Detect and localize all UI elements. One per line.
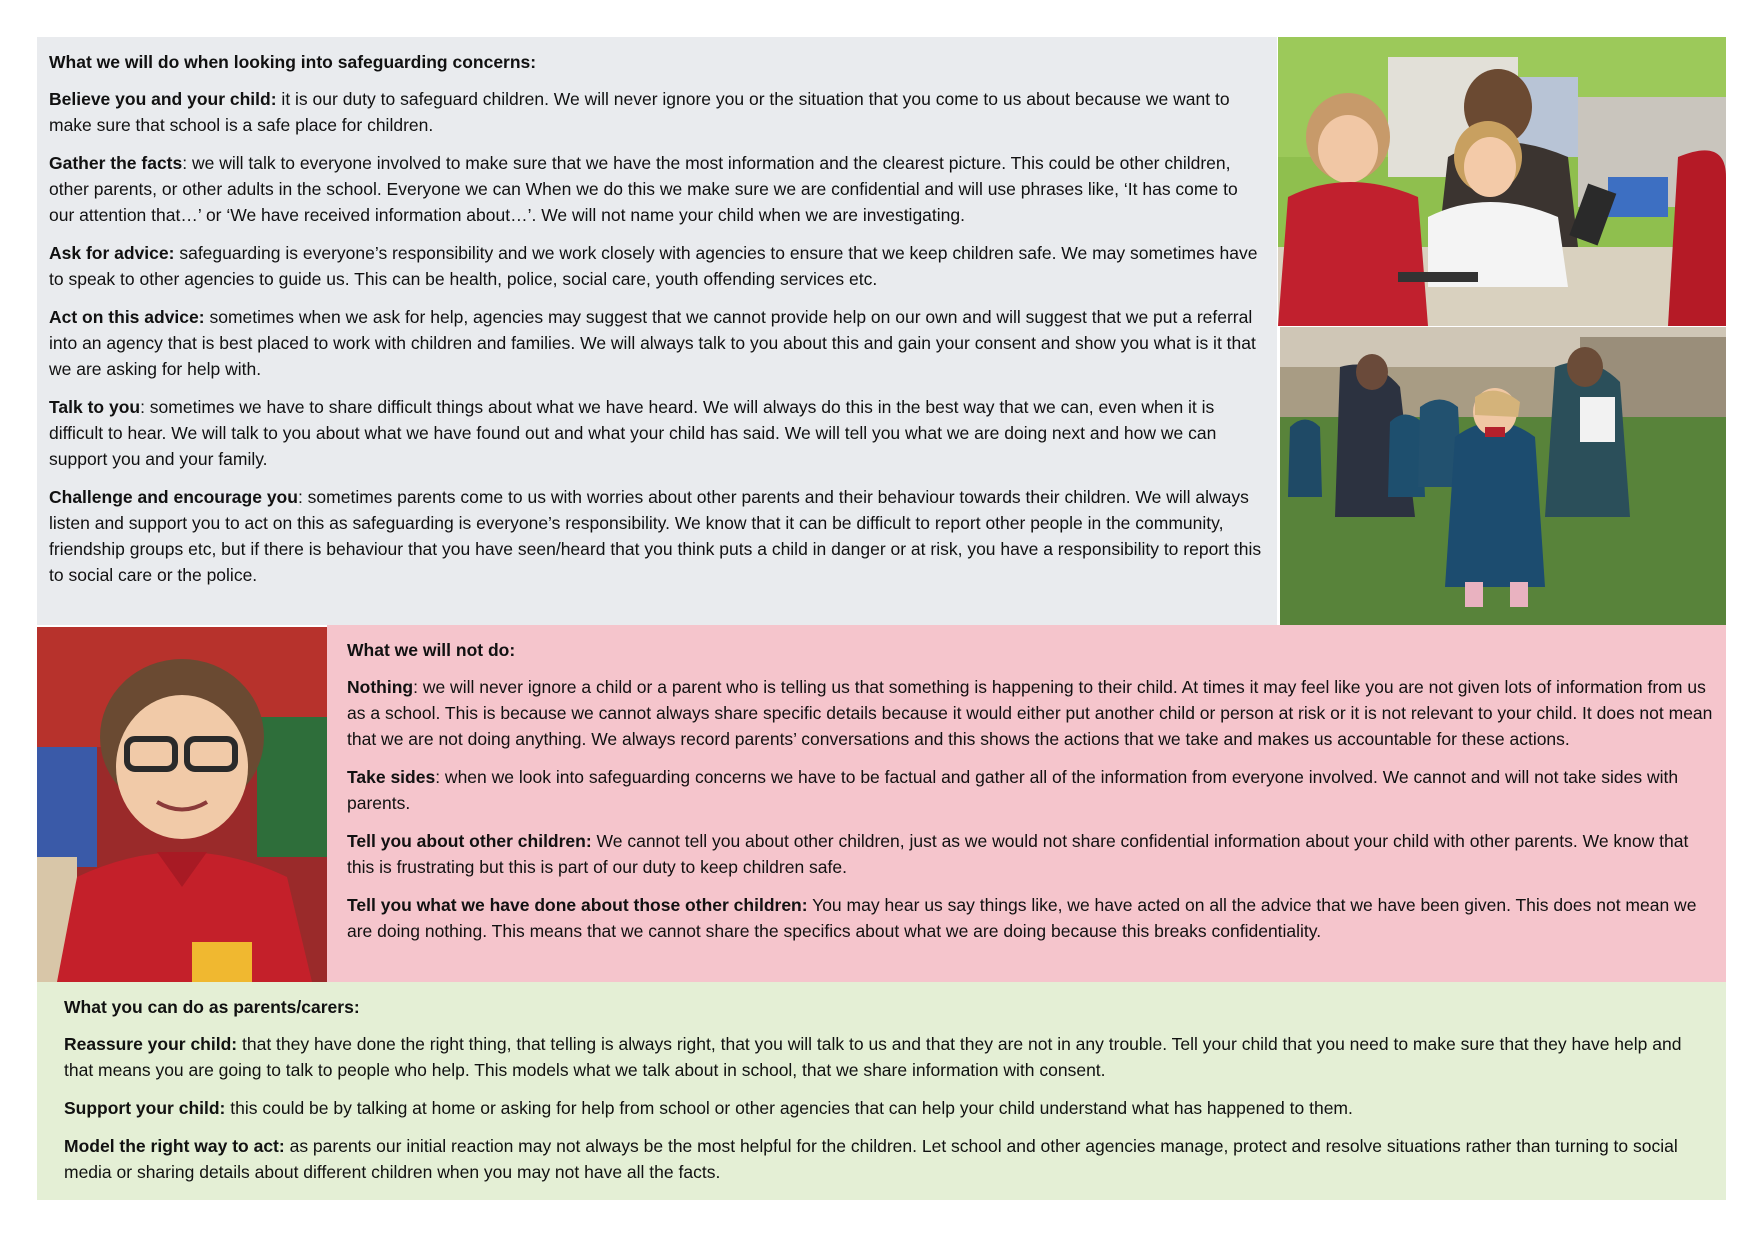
will-do-item <box>49 86 1265 138</box>
can-do-item-label: Support your child: <box>64 1098 226 1118</box>
can-do-item <box>64 1095 1710 1121</box>
will-do-heading: What we will do when looking into safeguarding concerns: <box>49 52 537 72</box>
will-do-item <box>49 304 1265 382</box>
classroom-photo <box>1278 37 1726 326</box>
will-do-item-label: Ask for advice: <box>49 243 175 263</box>
will-do-panel <box>37 37 1277 625</box>
will-not-do-item-text: We cannot tell you about other children, just as we would not share confidential information about your child with other parents. We know that this is frustrating but this is part of our duty to keep children safe. <box>347 831 1689 877</box>
will-not-do-panel <box>327 625 1726 982</box>
can-do-item-text: as parents our initial reaction may not always be the most helpful for the children. Let school and other agencies manage, protect and resolve situations rather than turning to social media or sharing details about different children when you may not have all the facts. <box>64 1136 1678 1182</box>
will-not-do-item-text: : we will never ignore a child or a parent who is telling us that something is happening to their child. At times it may feel like you are not given lots of information from us as a school. This is because we cannot always share specific details because it would either put another child or person at risk or it is not relevant to your child. It does not mean that we are not doing anything. We always record parents’ conversations and this shows the actions that we take and makes us accountable for these actions. <box>347 677 1713 749</box>
field-photo <box>1280 327 1726 625</box>
can-do-item <box>64 1133 1710 1185</box>
will-do-item-text: safeguarding is everyone’s responsibility and we work closely with agencies to ensure that we keep children safe. We may sometimes have to speak to other agencies to guide us. This can be health, police, social care, youth offending services etc. <box>49 243 1258 289</box>
will-do-item-label: Gather the facts <box>49 153 183 173</box>
will-do-item <box>49 484 1265 588</box>
will-do-item-label: Talk to you <box>49 397 141 417</box>
can-do-item <box>64 1031 1710 1083</box>
will-do-item <box>49 150 1265 228</box>
will-do-item-text: : sometimes parents come to us with worries about other parents and their behaviour towards their children. We will always listen and support you to act on this as safeguarding is everyone’s responsibility. We know that it can be difficult to report other people in the community, friendship groups etc, but if there is behaviour that you have seen/heard that you think puts a child in danger or at risk, you have a responsibility to report this to social care or the police. <box>49 487 1262 585</box>
will-not-do-item <box>347 892 1714 944</box>
will-not-do-item-label: Take sides <box>347 767 436 787</box>
will-do-item-text: : sometimes we have to share difficult things about what we have heard. We will always do this in the best way that we can, even when it is difficult to hear. We will talk to you about what we have found out and what your child has said. We will tell you what we are doing next and how we can support you and your family. <box>49 397 1217 469</box>
can-do-item-text: that they have done the right thing, that telling is always right, that you will talk to us and that they are not in any trouble. Tell your child that you need to make sure that they have help and that means you are going to talk to people who help. This models what we talk about in school, that we share information with consent. <box>64 1034 1682 1080</box>
will-not-do-item-label: Tell you what we have done about those other children: <box>347 895 808 915</box>
will-do-item-text: it is our duty to safeguard children. We will never ignore you or the situation that you come to us about because we want to make sure that school is a safe place for children. <box>49 89 1230 135</box>
boy-photo <box>37 627 327 982</box>
will-do-item-label: Believe you and your child: <box>49 89 277 109</box>
will-not-do-item-text: : when we look into safeguarding concerns we have to be factual and gather all of the information from everyone involved. We cannot and will not take sides with parents. <box>347 767 1679 813</box>
can-do-item-text: this could be by talking at home or asking for help from school or other agencies that can help your child understand what has happened to them. <box>225 1098 1353 1118</box>
will-not-do-item <box>347 828 1714 880</box>
can-do-item-label: Model the right way to act: <box>64 1136 285 1156</box>
will-not-do-item <box>347 764 1714 816</box>
will-do-item-label: Act on this advice: <box>49 307 205 327</box>
will-not-do-item-label: Nothing <box>347 677 414 697</box>
will-do-item-text: : we will talk to everyone involved to make sure that we have the most information and the clearest picture. This could be other children, other parents, or other adults in the school. Everyone we can When we do this we make sure we are confidential and will use phrases like, ‘It has come to our attention that…’ or ‘We have received information about…’. We will not name your child when we are investigating. <box>49 153 1238 225</box>
can-do-panel <box>37 982 1726 1200</box>
can-do-heading: What you can do as parents/carers: <box>64 997 360 1017</box>
can-do-item-label: Reassure your child: <box>64 1034 238 1054</box>
will-do-item-label: Challenge and encourage you <box>49 487 298 507</box>
will-not-do-item-label: Tell you about other children: <box>347 831 592 851</box>
will-not-do-item-text: You may hear us say things like, we have acted on all the advice that we have been given. This does not mean we are doing nothing. This means that we cannot share the specifics about what we are doing because this breaks confidentiality. <box>347 895 1697 941</box>
will-not-do-item <box>347 674 1714 752</box>
will-do-item <box>49 394 1265 472</box>
will-do-item <box>49 240 1265 292</box>
will-not-do-heading: What we will not do: <box>347 640 516 660</box>
will-do-item-text: sometimes when we ask for help, agencies may suggest that we cannot provide help on our own and will suggest that we put a referral into an agency that is best placed to work with children and families. We will always talk to you about this and gain your consent and show you what is it that we are asking for help with. <box>49 307 1256 379</box>
